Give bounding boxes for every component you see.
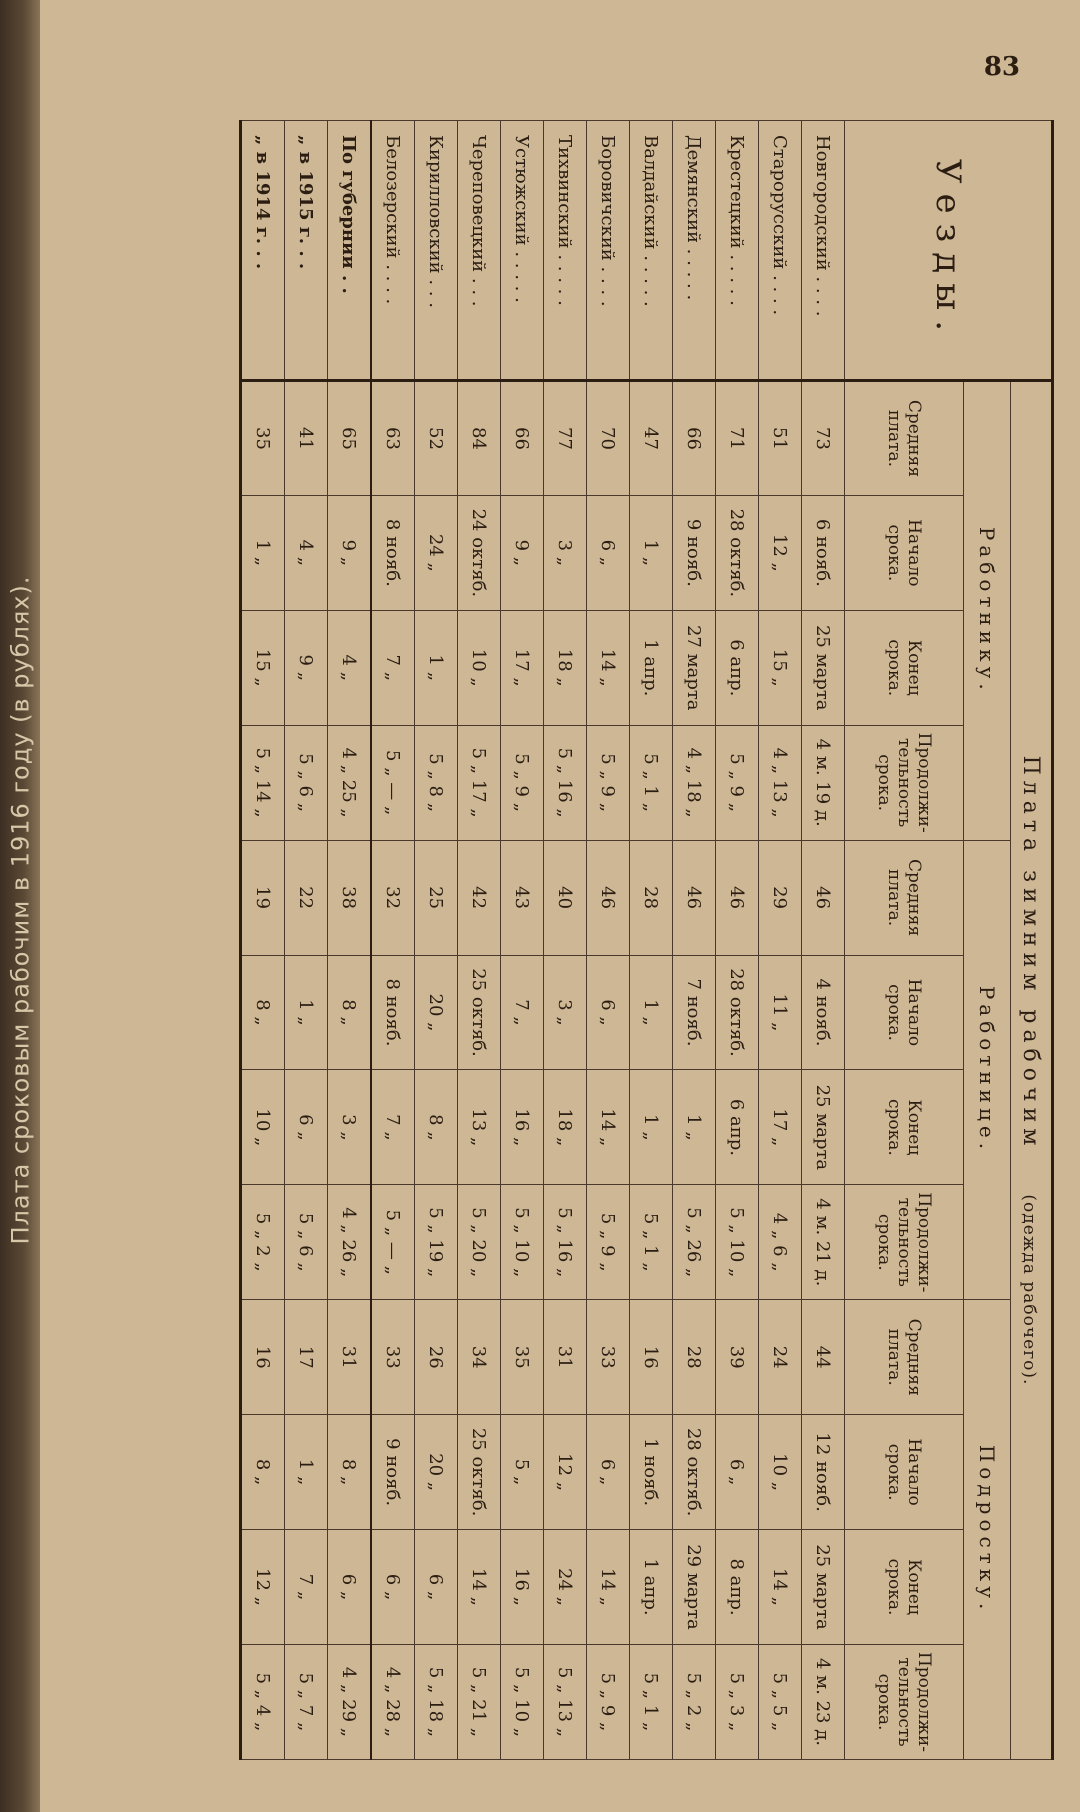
col-header-term-end: Конец срока.: [845, 1530, 964, 1645]
table-cell: 66: [501, 381, 544, 496]
table-cell: 46: [802, 840, 845, 955]
table-cell: 29: [759, 840, 802, 955]
table-cell: 4 м. 19 д.: [802, 725, 845, 840]
table-cell: 4 м. 21 д.: [802, 1185, 845, 1300]
table-cell: 17 „: [501, 610, 544, 725]
table-area: [44, 120, 1054, 1760]
table-cell: 8 „: [415, 1070, 458, 1185]
uezd-name: Демянский . . . . .: [673, 121, 716, 381]
table-cell: 14 „: [759, 1530, 802, 1645]
col-header-term-start: Начало срока.: [845, 1415, 964, 1530]
table-cell: 6 „: [328, 1530, 372, 1645]
table-cell: 9 нояб.: [371, 1415, 415, 1530]
table-cell: 6 „: [587, 495, 630, 610]
table-cell: 7 „: [371, 1070, 415, 1185]
col-header-term-end: Конец срока.: [845, 1070, 964, 1185]
table-cell: 84: [458, 381, 501, 496]
table-cell: 16: [241, 1300, 285, 1415]
table-cell: 15 „: [759, 610, 802, 725]
table-cell: 5 „ 9 „: [587, 1185, 630, 1300]
table-cell: 3 „: [544, 955, 587, 1070]
table-cell: 25 октяб.: [458, 955, 501, 1070]
table-cell: 6 „: [716, 1415, 759, 1530]
table-cell: 12 „: [759, 495, 802, 610]
table-cell: 17 „: [759, 1070, 802, 1185]
table-cell: 25 марта: [802, 610, 845, 725]
table-row: [587, 121, 630, 1760]
table-cell: 16: [630, 1300, 673, 1415]
table-cell: 10 „: [241, 1070, 285, 1185]
table-cell: 39: [716, 1300, 759, 1415]
table-cell: 14 „: [587, 610, 630, 725]
table-cell: 4 „ 29 „: [328, 1644, 372, 1759]
table-cell: 7 нояб.: [673, 955, 716, 1070]
uezd-name: Белозерский . . . .: [371, 121, 415, 381]
table-cell: 3 „: [328, 1070, 372, 1185]
table-cell: 4 „ 28 „: [371, 1644, 415, 1759]
table-cell: 5 „ 1 „: [630, 1185, 673, 1300]
table-cell: 16 „: [501, 1070, 544, 1185]
table-cell: 28 октяб.: [716, 495, 759, 610]
table-cell: 24 „: [544, 1530, 587, 1645]
table-cell: 20 „: [415, 955, 458, 1070]
group-header-worker: Работнику.: [964, 381, 1011, 841]
table-title: [1011, 381, 1053, 1760]
table-cell: 31: [328, 1300, 372, 1415]
table-cell: 5 „ 8 „: [415, 725, 458, 840]
table-cell: 5 „ 16 „: [544, 1185, 587, 1300]
table-cell: 5 „ 6 „: [285, 1185, 328, 1300]
table-cell: 71: [716, 381, 759, 496]
uezd-name: По губернии . .: [328, 121, 372, 381]
table-cell: 5 „ — „: [371, 1185, 415, 1300]
table-cell: 4 нояб.: [802, 955, 845, 1070]
table-cell: 1 „: [673, 1070, 716, 1185]
table-row: [371, 121, 415, 1760]
table-cell: 24 октяб.: [458, 495, 501, 610]
col-header-term-start: Начало срока.: [845, 955, 964, 1070]
table-cell: 5 „ 4 „: [241, 1644, 285, 1759]
table-cell: 44: [802, 1300, 845, 1415]
table-cell: 28: [673, 1300, 716, 1415]
table-cell: 6 „: [587, 1415, 630, 1530]
table-cell: 5 „ 20 „: [458, 1185, 501, 1300]
table-cell: 18 „: [544, 610, 587, 725]
uezd-name: Кирилловский . . .: [415, 121, 458, 381]
table-cell: 13 „: [458, 1070, 501, 1185]
table-cell: 47: [630, 381, 673, 496]
table-row: [673, 121, 716, 1760]
table-cell: 1 „: [241, 495, 285, 610]
table-cell: 5 „ 10 „: [716, 1185, 759, 1300]
table-cell: 4 „: [328, 610, 372, 725]
table-cell: 40: [544, 840, 587, 955]
table-cell: 4 „ 25 „: [328, 725, 372, 840]
col-header-term-length: Продолжи-тельность срока.: [845, 1644, 964, 1759]
table-cell: 5 „ 17 „: [458, 725, 501, 840]
table-row: [544, 121, 587, 1760]
table-cell: 11 „: [759, 955, 802, 1070]
table-cell: 5 „ 10 „: [501, 1644, 544, 1759]
table-cell: 5 „ 16 „: [544, 725, 587, 840]
group-header-female-worker: Работнице.: [964, 840, 1011, 1300]
table-cell: 41: [285, 381, 328, 496]
table-cell: 8 „: [328, 1415, 372, 1530]
table-row: [759, 121, 802, 1760]
table-cell: 33: [371, 1300, 415, 1415]
table-cell: 28 октяб.: [673, 1415, 716, 1530]
table-row: [501, 121, 544, 1760]
wage-table: [239, 120, 1054, 1760]
table-cell: 9 „: [328, 495, 372, 610]
table-cell: 5 „ 9 „: [587, 1644, 630, 1759]
table-cell: 4 „ 13 „: [759, 725, 802, 840]
table-cell: 4 „ 18 „: [673, 725, 716, 840]
col-header-term-length: Продолжи-тельность срока.: [845, 725, 964, 840]
table-cell: 16 „: [501, 1530, 544, 1645]
table-cell: 1 „: [285, 1415, 328, 1530]
table-cell: 5 „ 7 „: [285, 1644, 328, 1759]
table-cell: 5 „ 3 „: [716, 1644, 759, 1759]
table-cell: 5 „ 26 „: [673, 1185, 716, 1300]
table-cell: 27 марта: [673, 610, 716, 725]
table-cell: 25: [415, 840, 458, 955]
side-title-text: Плата сроковым рабочим в 1916 году (в рублях).: [6, 575, 35, 1245]
table-cell: 1 апр.: [630, 1530, 673, 1645]
table-cell: 5 „ 10 „: [501, 1185, 544, 1300]
uezd-name: „ в 1914 г. . .: [241, 121, 285, 381]
table-cell: 28 октяб.: [716, 955, 759, 1070]
table-cell: 6 нояб.: [802, 495, 845, 610]
col-header-avg-pay: Средняя плата.: [845, 1300, 964, 1415]
col-header-avg-pay: Средняя плата.: [845, 840, 964, 955]
table-cell: 33: [587, 1300, 630, 1415]
uezd-name: Старорусский . . . .: [759, 121, 802, 381]
table-cell: 3 „: [544, 495, 587, 610]
table-cell: 6 „: [415, 1530, 458, 1645]
uezd-name: Череповецкий . . .: [458, 121, 501, 381]
table-cell: 42: [458, 840, 501, 955]
table-cell: 5 „ 5 „: [759, 1644, 802, 1759]
table-cell: 6 „: [285, 1070, 328, 1185]
table-cell: 17: [285, 1300, 328, 1415]
table-cell: 66: [673, 381, 716, 496]
table-cell: 51: [759, 381, 802, 496]
table-cell: 5 „ 13 „: [544, 1644, 587, 1759]
table-cell: 9 нояб.: [673, 495, 716, 610]
table-cell: 25 марта: [802, 1070, 845, 1185]
table-cell: 43: [501, 840, 544, 955]
table-cell: 6 „: [587, 955, 630, 1070]
table-row: [328, 121, 372, 1760]
table-cell: 8 „: [328, 955, 372, 1070]
table-cell: 1 апр.: [630, 610, 673, 725]
table-cell: 29 марта: [673, 1530, 716, 1645]
table-cell: 1 „: [415, 610, 458, 725]
table-cell: 4 „ 26 „: [328, 1185, 372, 1300]
uezd-name: „ в 1915 г. . .: [285, 121, 328, 381]
table-cell: 20 „: [415, 1415, 458, 1530]
table-cell: 7 „: [501, 955, 544, 1070]
uezd-name: Валдайский . . . . .: [630, 121, 673, 381]
table-cell: 6 „: [371, 1530, 415, 1645]
table-cell: 19: [241, 840, 285, 955]
table-cell: 5 „ 9 „: [501, 725, 544, 840]
table-cell: 8 апр.: [716, 1530, 759, 1645]
table-cell: 34: [458, 1300, 501, 1415]
table-row: [458, 121, 501, 1760]
table-body: [241, 121, 845, 1760]
table-cell: 14 „: [458, 1530, 501, 1645]
group-header-teen: Подростку.: [964, 1300, 1011, 1760]
table-cell: 5 „ 2 „: [673, 1644, 716, 1759]
uezd-name: Крестецкий . . . . .: [716, 121, 759, 381]
table-cell: 10 „: [458, 610, 501, 725]
table-cell: 14 „: [587, 1070, 630, 1185]
table-cell: 5 „ 9 „: [716, 725, 759, 840]
table-row: [285, 121, 328, 1760]
table-cell: 8 нояб.: [371, 955, 415, 1070]
table-cell: 63: [371, 381, 415, 496]
uezd-name: Устюжский . . . . .: [501, 121, 544, 381]
table-cell: 1 „: [630, 495, 673, 610]
table-cell: 46: [716, 840, 759, 955]
table-cell: 65: [328, 381, 372, 496]
table-cell: 35: [501, 1300, 544, 1415]
table-cell: 4 м. 23 д.: [802, 1644, 845, 1759]
table-row: [241, 121, 285, 1760]
table-cell: 52: [415, 381, 458, 496]
table-cell: 14 „: [587, 1530, 630, 1645]
table-cell: 77: [544, 381, 587, 496]
table-cell: 8 нояб.: [371, 495, 415, 610]
table-title-main: Плата зимним рабочим: [1018, 755, 1044, 1152]
col-header-term-length: Продолжи-тельность срока.: [845, 1185, 964, 1300]
table-cell: 25 марта: [802, 1530, 845, 1645]
col-header-term-end: Конец срока.: [845, 610, 964, 725]
table-cell: 22: [285, 840, 328, 955]
table-cell: 5 „ 1 „: [630, 725, 673, 840]
table-cell: 35: [241, 381, 285, 496]
table-row: [802, 121, 845, 1760]
table-cell: 12 нояб.: [802, 1415, 845, 1530]
table-cell: 5 „ 9 „: [587, 725, 630, 840]
table-row: [630, 121, 673, 1760]
table-cell: 70: [587, 381, 630, 496]
uezd-header: Уезды.: [845, 121, 1053, 381]
side-title: [2, 20, 38, 1800]
table-cell: 7 „: [285, 1530, 328, 1645]
table-cell: 1 „: [285, 955, 328, 1070]
col-header-term-start: Начало срока.: [845, 495, 964, 610]
table-row: [716, 121, 759, 1760]
table-cell: 6 апр.: [716, 1070, 759, 1185]
table-cell: 5 „ 19 „: [415, 1185, 458, 1300]
table-cell: 26: [415, 1300, 458, 1415]
table-cell: 12 „: [544, 1415, 587, 1530]
table-cell: 46: [673, 840, 716, 955]
table-cell: 7 „: [371, 610, 415, 725]
table-cell: 24: [759, 1300, 802, 1415]
table-cell: 1 „: [630, 1070, 673, 1185]
table-cell: 31: [544, 1300, 587, 1415]
table-cell: 46: [587, 840, 630, 955]
table-cell: 18 „: [544, 1070, 587, 1185]
table-title-note: (одежда рабочего).: [1019, 1194, 1040, 1386]
uezd-name: Новгородский . . . .: [802, 121, 845, 381]
table-row: [415, 121, 458, 1760]
table-cell: 9 „: [501, 495, 544, 610]
table-cell: 5 „ 21 „: [458, 1644, 501, 1759]
table-cell: 1 „: [630, 955, 673, 1070]
page-number: 83: [983, 52, 1020, 82]
col-header-avg-pay: Средняя плата.: [845, 381, 964, 496]
table-cell: 9 „: [285, 610, 328, 725]
uezd-name: Боровичский . . . .: [587, 121, 630, 381]
table-cell: 28: [630, 840, 673, 955]
table-cell: 32: [371, 840, 415, 955]
table-cell: 6 апр.: [716, 610, 759, 725]
table-cell: 24 „: [415, 495, 458, 610]
table-cell: 1 нояб.: [630, 1415, 673, 1530]
table-cell: 8 „: [241, 1415, 285, 1530]
table-cell: 8 „: [241, 955, 285, 1070]
table-cell: 10 „: [759, 1415, 802, 1530]
table-cell: 15 „: [241, 610, 285, 725]
table-cell: 5 „ 6 „: [285, 725, 328, 840]
table-cell: 38: [328, 840, 372, 955]
table-cell: 25 октяб.: [458, 1415, 501, 1530]
uezd-name: Тихвинский . . . . .: [544, 121, 587, 381]
table-cell: 4 „ 6 „: [759, 1185, 802, 1300]
table-cell: 73: [802, 381, 845, 496]
table-cell: 12 „: [241, 1530, 285, 1645]
table-cell: 5 „ — „: [371, 725, 415, 840]
table-cell: 4 „: [285, 495, 328, 610]
table-cell: 5 „: [501, 1415, 544, 1530]
table-cell: 5 „ 14 „: [241, 725, 285, 840]
table-cell: 5 „ 1 „: [630, 1644, 673, 1759]
table-cell: 5 „ 2 „: [241, 1185, 285, 1300]
table-cell: 5 „ 18 „: [415, 1644, 458, 1759]
